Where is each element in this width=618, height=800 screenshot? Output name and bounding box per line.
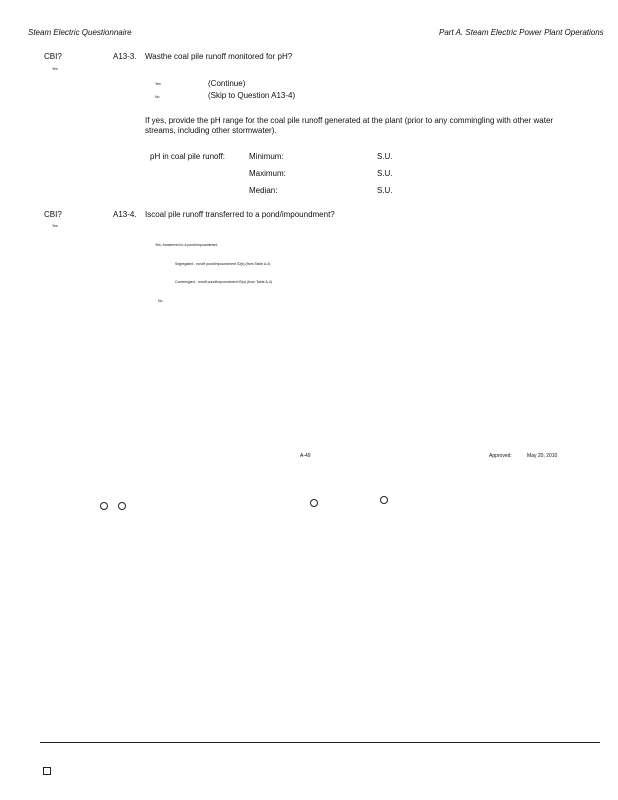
cbi-yes-option-q2[interactable]: Yes [52,224,58,228]
header-right: Part A. Steam Electric Power Plant Operations [439,28,604,37]
option-commingled-q2[interactable]: Commingled - runoff pond/impoundment ID(s) (from Table A-4) [175,280,272,284]
page-number: A-49 [300,453,311,459]
question-number-q2: A13-4. [113,210,137,219]
cbi-label-q1: CBI? [44,52,62,61]
radio-circle[interactable] [100,502,108,510]
question-number-q1: A13-3. [113,52,137,61]
option-yes-note-q1: (Continue) [208,79,246,88]
radio-circle[interactable] [118,502,126,510]
approved-date: May 20, 2010 [527,453,558,459]
checkbox[interactable] [43,767,51,775]
instruction-text-q1: If yes, provide the pH range for the coal pile runoff generated at the plant (prior to any commingling with other water streams, including other stormwater). [145,116,554,135]
ph-median-unit: S.U. [377,186,393,195]
option-no-q2[interactable]: No [158,299,163,303]
question-text-q2: Iscoal pile runoff transferred to a pond/impoundment? [145,210,335,219]
option-no-q1[interactable]: No [155,95,160,99]
ph-minimum-label: Minimum: [249,152,284,161]
ph-maximum-label: Maximum: [249,169,286,178]
option-yes-transferred-q2[interactable]: Yes, transferred to a pond/impoundment [155,243,218,247]
radio-circle[interactable] [310,499,318,507]
approved-label: Approved: [489,453,512,459]
ph-minimum-unit: S.U. [377,152,393,161]
question-text-q1: Wasthe coal pile runoff monitored for pH? [145,52,293,61]
ph-label: pH in coal pile runoff: [150,152,226,161]
option-no-note-q1: (Skip to Question A13-4) [208,91,296,100]
ph-maximum-unit: S.U. [377,169,393,178]
header-left: Steam Electric Questionnaire [28,28,132,37]
cbi-label-q2: CBI? [44,210,62,219]
option-segregated-q2[interactable]: Segregated - runoff pond/impoundment ID(s) (from Table A-4) [175,262,271,266]
footer-rule [40,742,600,743]
option-yes-q1[interactable]: Yes [155,82,161,86]
ph-median-label: Median: [249,186,278,195]
radio-circle[interactable] [380,496,388,504]
cbi-yes-option-q1[interactable]: Yes [52,67,58,71]
